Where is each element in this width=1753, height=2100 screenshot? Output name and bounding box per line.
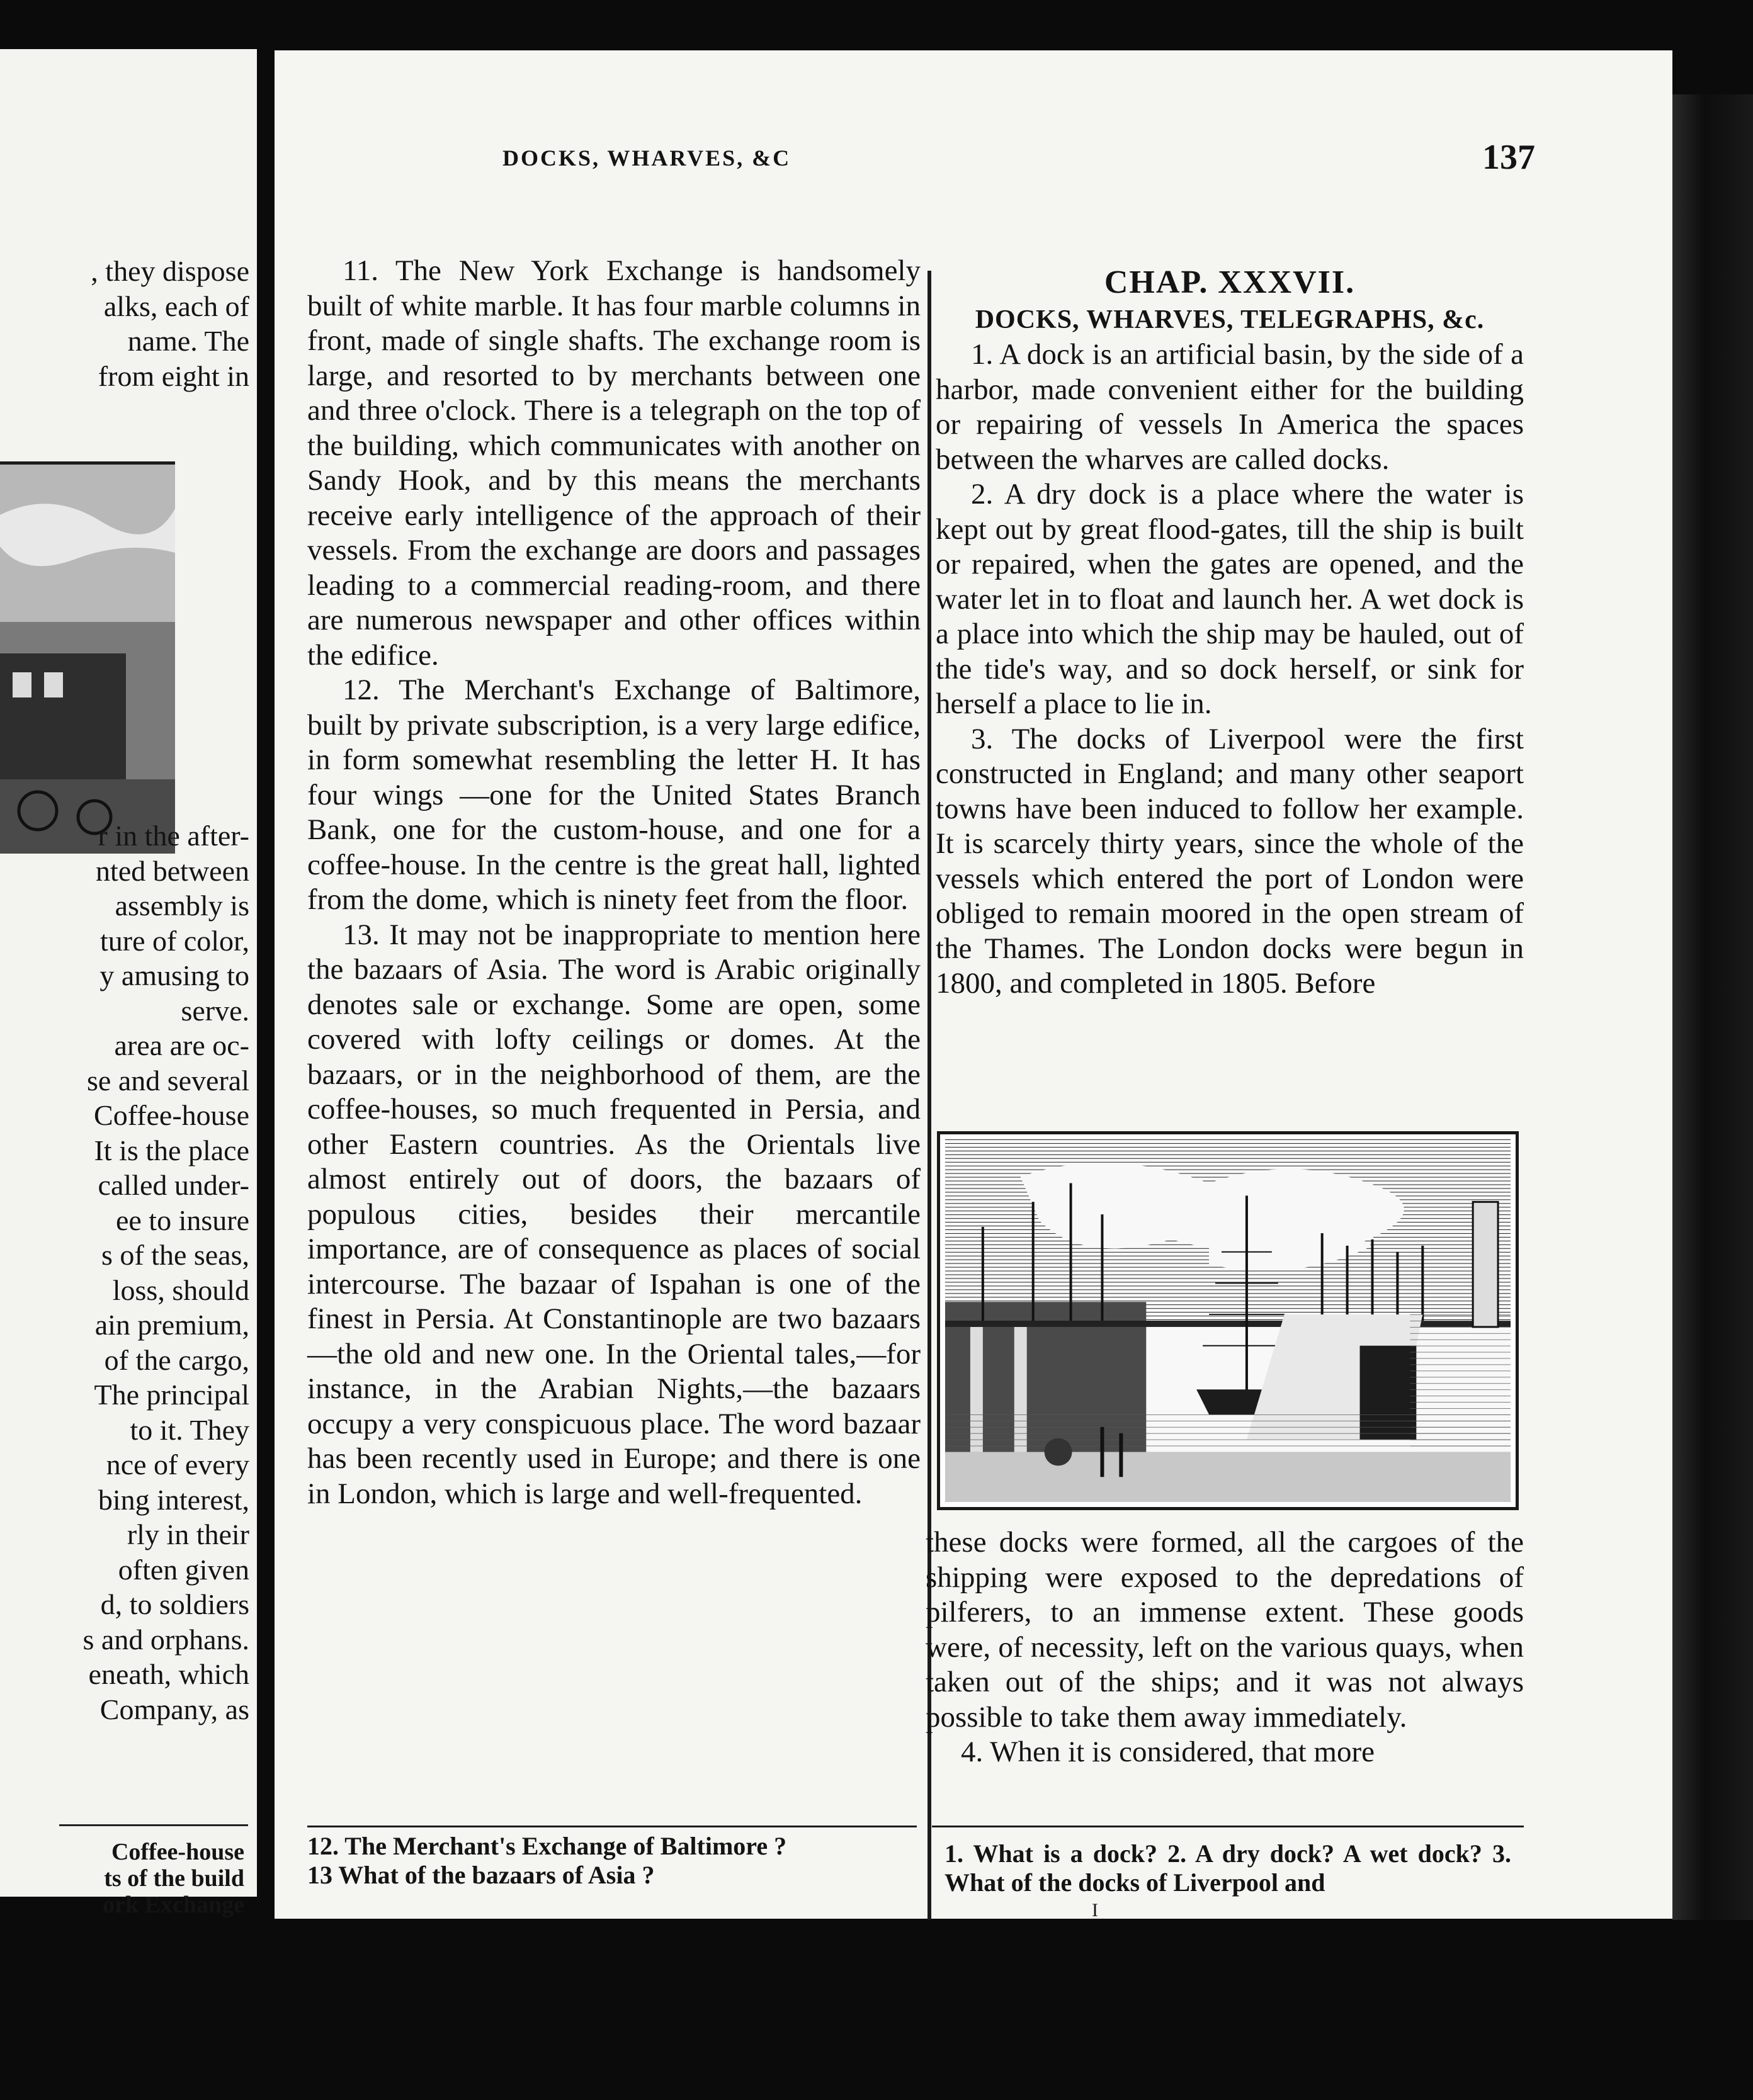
previous-page-bottom-line: loss, should xyxy=(112,1273,249,1306)
previous-page-bottom-line: often given xyxy=(118,1553,249,1586)
previous-page-engraving-art xyxy=(0,465,175,854)
previous-page-engraving xyxy=(0,461,175,850)
previous-page-bottom-line: nce of every xyxy=(106,1448,249,1481)
book-binding-shadow xyxy=(1672,94,1753,1920)
previous-page-bottom-line: s and orphans. xyxy=(82,1623,249,1656)
right-column-continued xyxy=(926,1525,1524,1770)
previous-page-top-line: , they dispose xyxy=(91,255,249,287)
previous-page-text-bottom xyxy=(83,818,249,1727)
chapter-title: CHAP. XXXVII. xyxy=(1104,264,1356,300)
footnote-12: 12. The Merchant's Exchange of Baltimore ? xyxy=(307,1832,787,1860)
footnote-rule-left xyxy=(307,1826,917,1827)
running-head: DOCKS, WHARVES, &C xyxy=(502,145,791,171)
paragraph-3-continued: these docks were formed, all the cargoes of the shipping were exposed to the depredations of pilferers, to an immense extent. These goods were, of necessity, left on the various quays, when taken out of the ships; and it was not always possible to take them away immediately. xyxy=(926,1526,1524,1734)
previous-page-bottom-line: ture of color, xyxy=(99,924,249,957)
paragraph-4: 4. When it is considered, that more xyxy=(961,1736,1375,1768)
page-signature: I xyxy=(1092,1900,1098,1921)
dock-engraving-art xyxy=(945,1139,1511,1502)
paragraph-1: 1. A dock is an artificial basin, by the side of a harbor, made convenient either for the building or repairing of vessels In America the spaces between the wharves are called docks. xyxy=(936,338,1524,476)
right-column xyxy=(936,263,1524,1002)
previous-page-bottom-line: serve. xyxy=(181,994,249,1027)
previous-page-bottom-line: It is the place xyxy=(94,1134,249,1166)
previous-page-bottom-line: of the cargo, xyxy=(104,1343,249,1376)
previous-page-footnote-line: ts of the build xyxy=(104,1865,244,1892)
paragraph-13: 13. It may not be inappropriate to mention here the bazaars of Asia. The word is Arabic originally denotes sale or exchange. Some are open, some covered with lofty ceilings or domes. At the bazaars, or in the neighborhood of them, are the coffee-houses, so much frequented in Persia, and other Eastern countries. As the Orientals live almost entirely out of doors, the bazaars of populous cities, besides their mercantile importance, are of consequence as places of social intercourse. The bazaar of Ispahan is one of the finest in Persia. At Constantinople are two bazaars—the old and new one. In the Oriental tales,—for instance, in the Arabian Nights,—the bazaars occupy a very conspicuous place. The word bazaar has been recently used in Europe; and there is one in London, which is large and well-frequented. xyxy=(307,918,921,1510)
previous-page-bottom-line: y amusing to xyxy=(99,959,249,991)
dock-engraving xyxy=(937,1131,1519,1510)
chapter-subtitle: DOCKS, WHARVES, TELEGRAPHS, &c. xyxy=(975,305,1485,334)
previous-page-bottom-line: se and several xyxy=(87,1064,249,1097)
previous-page-footnote-line: ork Exchange xyxy=(103,1892,244,1918)
previous-page-footnotes xyxy=(103,1839,244,1918)
paragraph-11: 11. The New York Exchange is handsomely built of white marble. It has four marble columns in front, made of single shafts. The exchange room is large, and resorted to by merchants between one and three o'clock. There is a telegraph on the top of the building, which communicates with another on Sandy Hook, and by this means the merchants receive early intelligence of the approach of their vessels. From the exchange are doors and passages leading to a commercial reading-room, and there are numerous newspaper and other offices within the edifice. xyxy=(307,254,921,672)
previous-page-bottom-line: nted between xyxy=(96,854,249,887)
footnote-rule-right xyxy=(932,1826,1524,1827)
previous-page-top-line: from eight in xyxy=(98,359,249,392)
left-column xyxy=(307,254,921,1511)
previous-page-footnote-line: Coffee-house xyxy=(111,1839,244,1865)
previous-page-bottom-line: The principal xyxy=(94,1379,249,1411)
previous-page-bottom-line: called under- xyxy=(98,1169,249,1201)
paragraph-3: 3. The docks of Liverpool were the first constructed in England; and many other seaport towns have been induced to follow her example. It is scarcely thirty years, since the whole of the vessels which entered the port of London were obliged to remain moored in the open stream of the Thames. The London docks were begun in 1800, and completed in 1805. Before xyxy=(936,722,1524,1000)
previous-page-top-line: alks, each of xyxy=(103,290,249,322)
previous-page-bottom-line: bing interest, xyxy=(98,1483,249,1516)
previous-page-bottom-line: assembly is xyxy=(115,889,249,922)
previous-page-top-line: name. The xyxy=(127,325,249,357)
previous-page-bottom-line: Company, as xyxy=(99,1693,249,1725)
previous-page-footnote-rule xyxy=(59,1824,248,1826)
previous-page-bottom-line: Coffee-house xyxy=(94,1099,249,1131)
previous-page-bottom-line: eneath, which xyxy=(88,1658,249,1690)
page-number: 137 xyxy=(1482,138,1535,177)
paragraph-2: 2. A dry dock is a place where the water is kept out by great flood-gates, till the ship is built or repaired, when the gates are opened, and the water let in to float and launch her. A wet dock is a place into which the ship may be hauled, out of the tide's way, and so dock herself, or sink for herself a place to lie in. xyxy=(936,478,1524,720)
footnotes-right: 1. What is a dock? 2. A dry dock? A wet dock? 3. What of the docks of Liverpool and xyxy=(945,1839,1511,1897)
previous-page-bottom-line: s of the seas, xyxy=(101,1239,249,1271)
previous-page-bottom-line: d, to soldiers xyxy=(100,1588,249,1620)
previous-page-bottom-line: ain premium, xyxy=(94,1309,249,1341)
paragraph-12: 12. The Merchant's Exchange of Baltimore, built by private subscription, is a very large edifice, in form somewhat resembling the letter H. It has four wings —one for the United States Branch Bank, one for the custom-house, and one for a coffee-house. In the centre is the great hall, lighted from the dome, which is ninety feet from the floor. xyxy=(307,674,921,916)
footnotes-left xyxy=(307,1832,912,1890)
previous-page xyxy=(0,49,257,1918)
previous-page-bottom-line: area are oc- xyxy=(114,1029,249,1061)
previous-page-bottom-line: r in the after- xyxy=(98,820,249,852)
previous-page-bottom-line: rly in their xyxy=(127,1518,249,1550)
footnote-13: 13 What of the bazaars of Asia ? xyxy=(307,1861,655,1889)
previous-page-text-top xyxy=(91,254,249,393)
previous-page-bottom-line: to it. They xyxy=(130,1413,249,1446)
previous-page-bottom-line: ee to insure xyxy=(115,1204,249,1236)
